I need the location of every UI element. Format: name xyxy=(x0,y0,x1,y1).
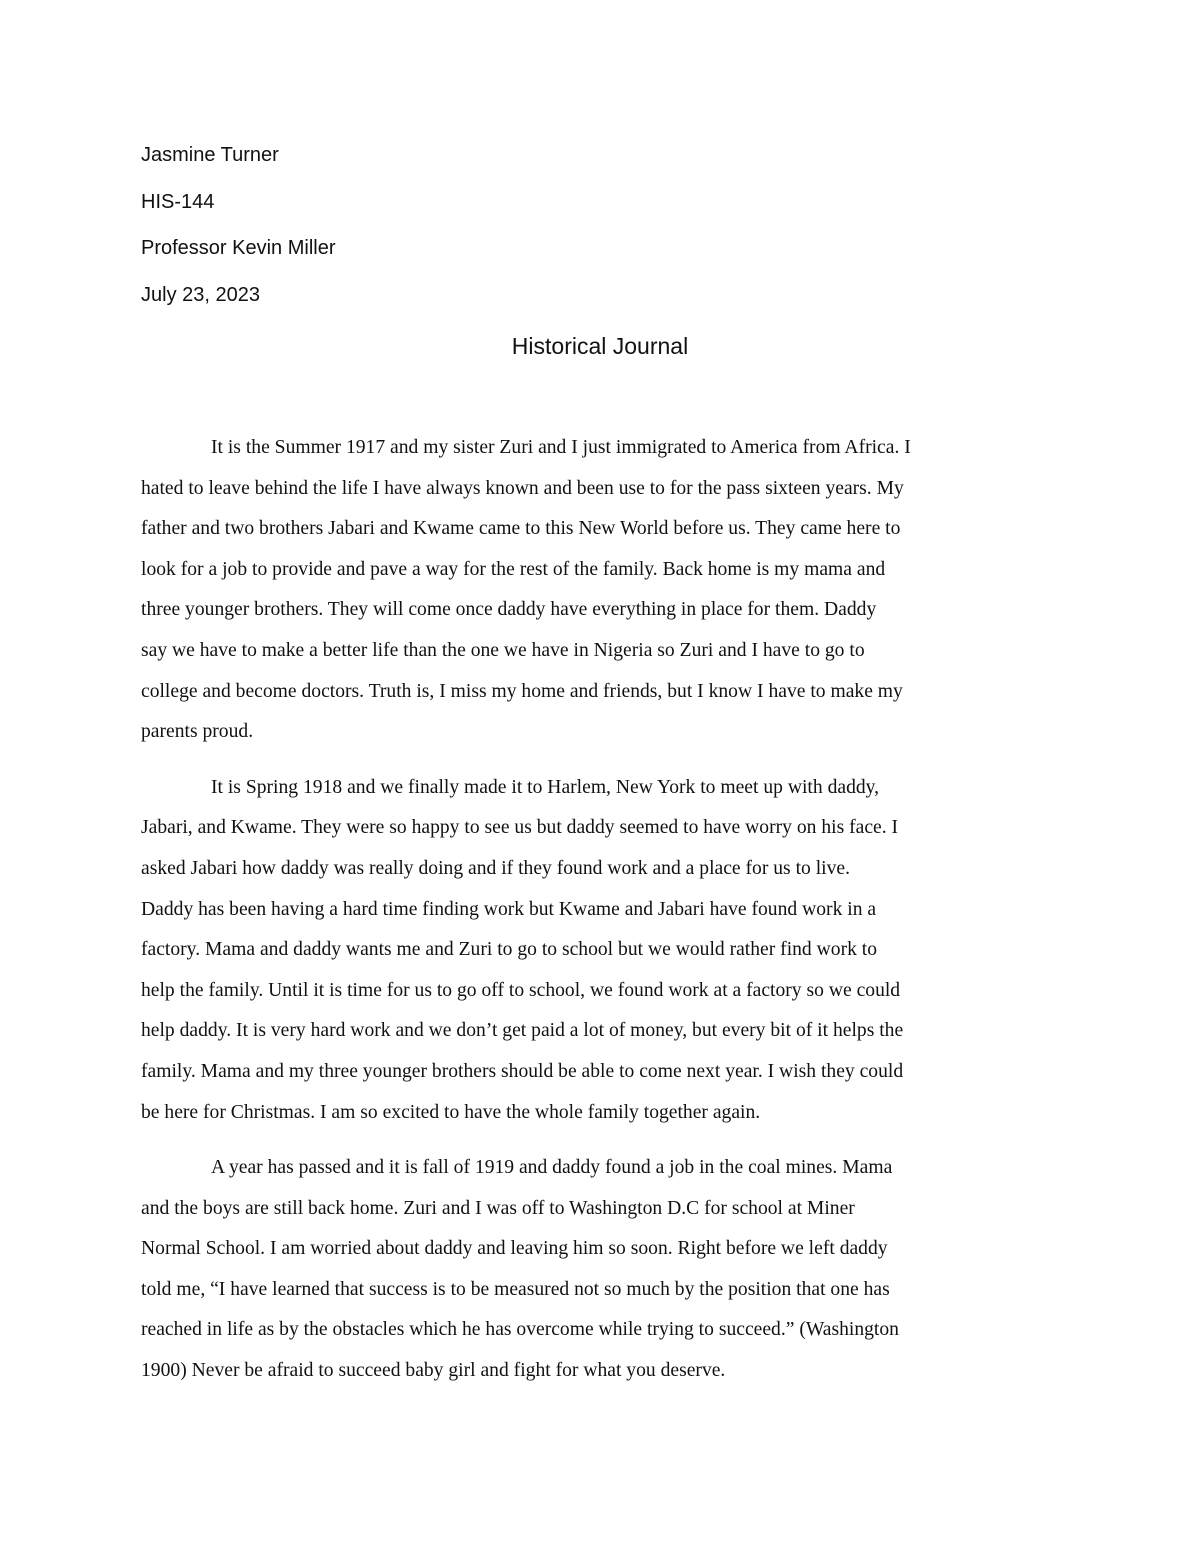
paragraph-line: parents proud. xyxy=(141,721,254,743)
paragraph-line: family. Mama and my three younger brothers should be able to come next year. I wish they could xyxy=(141,1060,904,1082)
document-body xyxy=(141,428,1059,1407)
paragraph-line: told me, “I have learned that success is to be measured not so much by the position that one has xyxy=(141,1278,890,1300)
paragraph-3 xyxy=(141,1148,1059,1392)
document-title: Historical Journal xyxy=(511,333,689,359)
paragraph-line: reached in life as by the obstacles which he has overcome while trying to succeed.” (Washington xyxy=(141,1319,899,1341)
paragraph-line: father and two brothers Jabari and Kwame came to this New World before us. They came here to xyxy=(141,518,901,540)
paragraph-line: college and become doctors. Truth is, I miss my home and friends, but I know I have to make my xyxy=(141,680,903,702)
submission-date: July 23, 2023 xyxy=(141,283,260,306)
paragraph-line: factory. Mama and daddy wants me and Zuri to go to school but we would rather find work to xyxy=(141,939,878,961)
paragraph-line: It is the Summer 1917 and my sister Zuri and I just immigrated to America from Africa. I xyxy=(211,437,911,458)
paragraph-line: Daddy has been having a hard time finding work but Kwame and Jabari have found work in a xyxy=(141,898,877,920)
professor-name: Professor Kevin Miller xyxy=(141,237,336,259)
paragraph-line: help the family. Until it is time for us to go off to school, we found work at a factory so we could xyxy=(141,979,901,1001)
paragraph-1 xyxy=(141,428,1059,753)
paragraph-line: be here for Christmas. I am so excited to have the whole family together again. xyxy=(141,1101,761,1123)
paragraph-line: three younger brothers. They will come once daddy have everything in place for them. Daddy xyxy=(141,599,877,621)
paragraph-line: say we have to make a better life than the one we have in Nigeria so Zuri and I have to go to xyxy=(141,639,865,661)
paragraph-line: It is Spring 1918 and we finally made it to Harlem, New York to meet up with daddy, xyxy=(211,776,880,798)
paragraph-line: help daddy. It is very hard work and we don’t get paid a lot of money, but every bit of it helps the xyxy=(141,1020,904,1042)
course-code: HIS-144 xyxy=(141,190,215,213)
paragraph-line: Normal School. I am worried about daddy and leaving him so soon. Right before we left daddy xyxy=(141,1238,888,1260)
paragraph-line: A year has passed and it is fall of 1919 and daddy found a job in the coal mines. Mama xyxy=(211,1157,893,1179)
paragraph-line: asked Jabari how daddy was really doing and if they found work and a place for us to live. xyxy=(141,857,850,879)
paragraph-line: and the boys are still back home. Zuri and I was off to Washington D.C for school at Miner xyxy=(141,1197,855,1219)
paragraph-line: hated to leave behind the life I have always known and been use to for the pass sixteen years. My xyxy=(141,477,904,499)
author-name: Jasmine Turner xyxy=(141,144,279,166)
paragraph-line: Jabari, and Kwame. They were so happy to see us but daddy seemed to have worry on his face. I xyxy=(141,817,899,839)
paragraph-2 xyxy=(141,768,1059,1133)
header-block xyxy=(141,140,741,326)
paragraph-line: 1900) Never be afraid to succeed baby girl and fight for what you deserve. xyxy=(141,1360,726,1382)
paragraph-line: look for a job to provide and pave a way for the rest of the family. Back home is my mama and xyxy=(141,558,886,580)
